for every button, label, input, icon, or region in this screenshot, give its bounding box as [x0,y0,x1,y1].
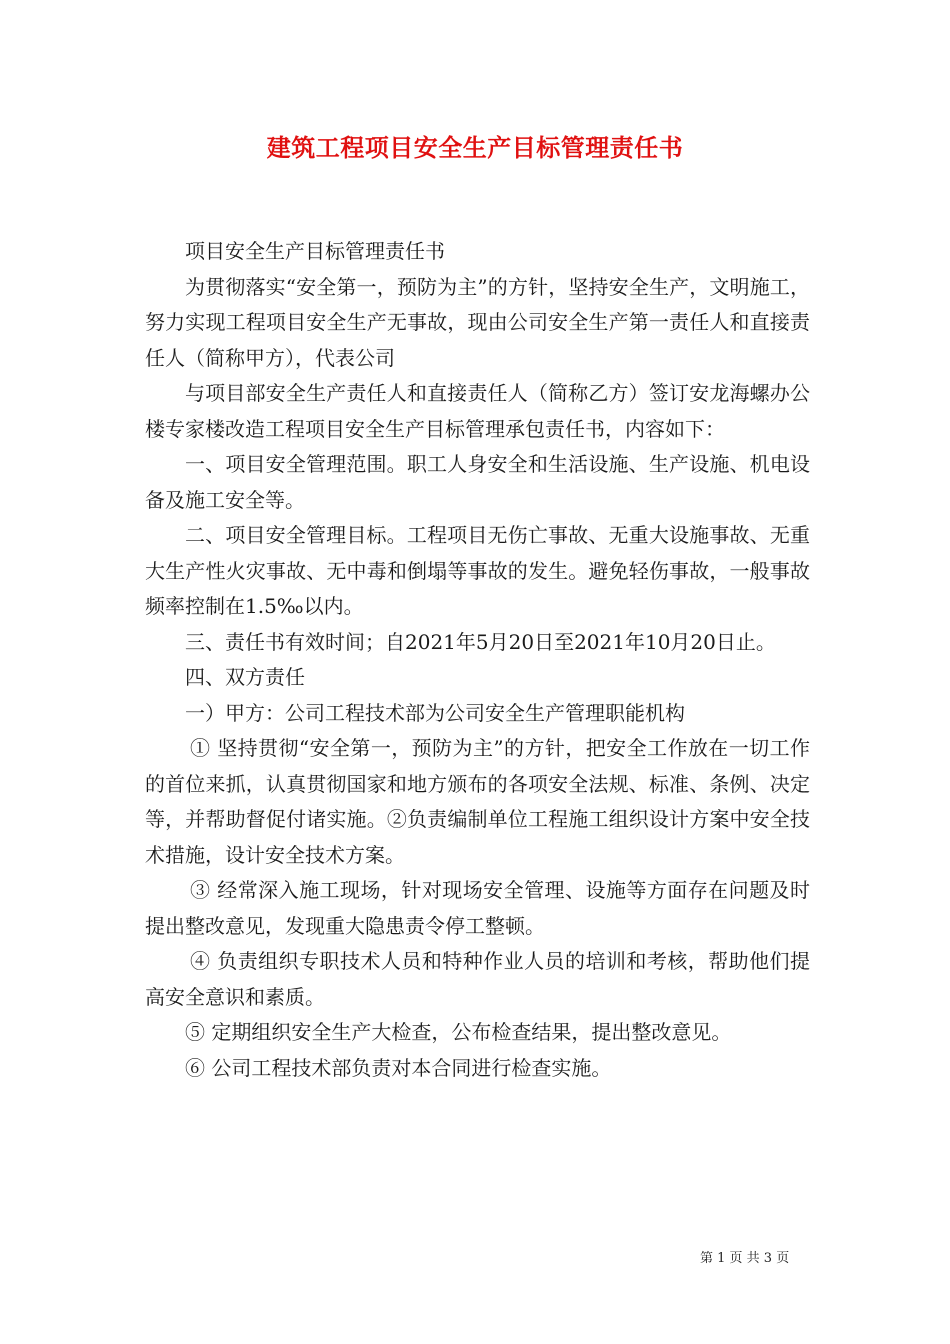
paragraph-scope: 一、项目安全管理范围。职工人身安全和生活设施、生产设施、机电设备及施工安全等。 [145,452,810,512]
paragraph-item-3: ③ 经常深入施工现场，针对现场安全管理、设施等方面存在问题及时提出整改意见，发现重大隐患责令停工整顿。 [145,878,810,938]
paragraph-item-4: ④ 负责组织专职技术人员和特种作业人员的培训和考核，帮助他们提高安全意识和素质。 [145,949,810,1009]
paragraph-party-a: 一）甲方：公司工程技术部为公司安全生产管理职能机构 [185,700,685,725]
paragraph-responsibilities: 四、双方责任 [185,665,305,689]
paragraph-item-5: ⑤ 定期组织安全生产大检查，公布检查结果，提出整改意见。 [185,1020,732,1044]
document-body [145,234,810,1086]
paragraph-heading: 项目安全生产目标管理责任书 [185,239,445,263]
paragraph-goals: 二、项目安全管理目标。工程项目无伤亡事故、无重大设施事故、无重大生产性火灾事故、无中毒和倒塌等事故的发生。避免轻伤事故，一般事故频率控制在1.5‰以内。 [145,523,810,618]
paragraph-agreement: 与项目部安全生产责任人和直接责任人（简称乙方）签订安龙海螺办公楼专家楼改造工程项目安全生产目标管理承包责任书，内容如下： [145,381,810,441]
paragraph-intro: 为贯彻落实“安全第一，预防为主”的方针，坚持安全生产，文明施工，努力实现工程项目安全生产无事故，现由公司安全生产第一责任人和直接责任人（简称甲方），代表公司 [145,274,810,370]
paragraph-validity: 三、责任书有效时间；自2021年5月20日至2021年10月20日止。 [185,629,776,654]
document-title: 建筑工程项目安全生产目标管理责任书 [266,133,684,162]
page-number-footer: 第 1 页 共 3 页 [700,1251,790,1266]
paragraph-item-1: ① 坚持贯彻“安全第一，预防为主”的方针，把安全工作放在一切工作的首位来抓，认真贯彻国家和地方颁布的各项安全法规、标准、条例、决定等，并帮助督促付诸实施。②负责编制单位工程施工组织设计方案中安全技术措施，设计安全技术方案。 [145,736,810,867]
paragraph-item-6: ⑥ 公司工程技术部负责对本合同进行检查实施。 [185,1055,612,1080]
